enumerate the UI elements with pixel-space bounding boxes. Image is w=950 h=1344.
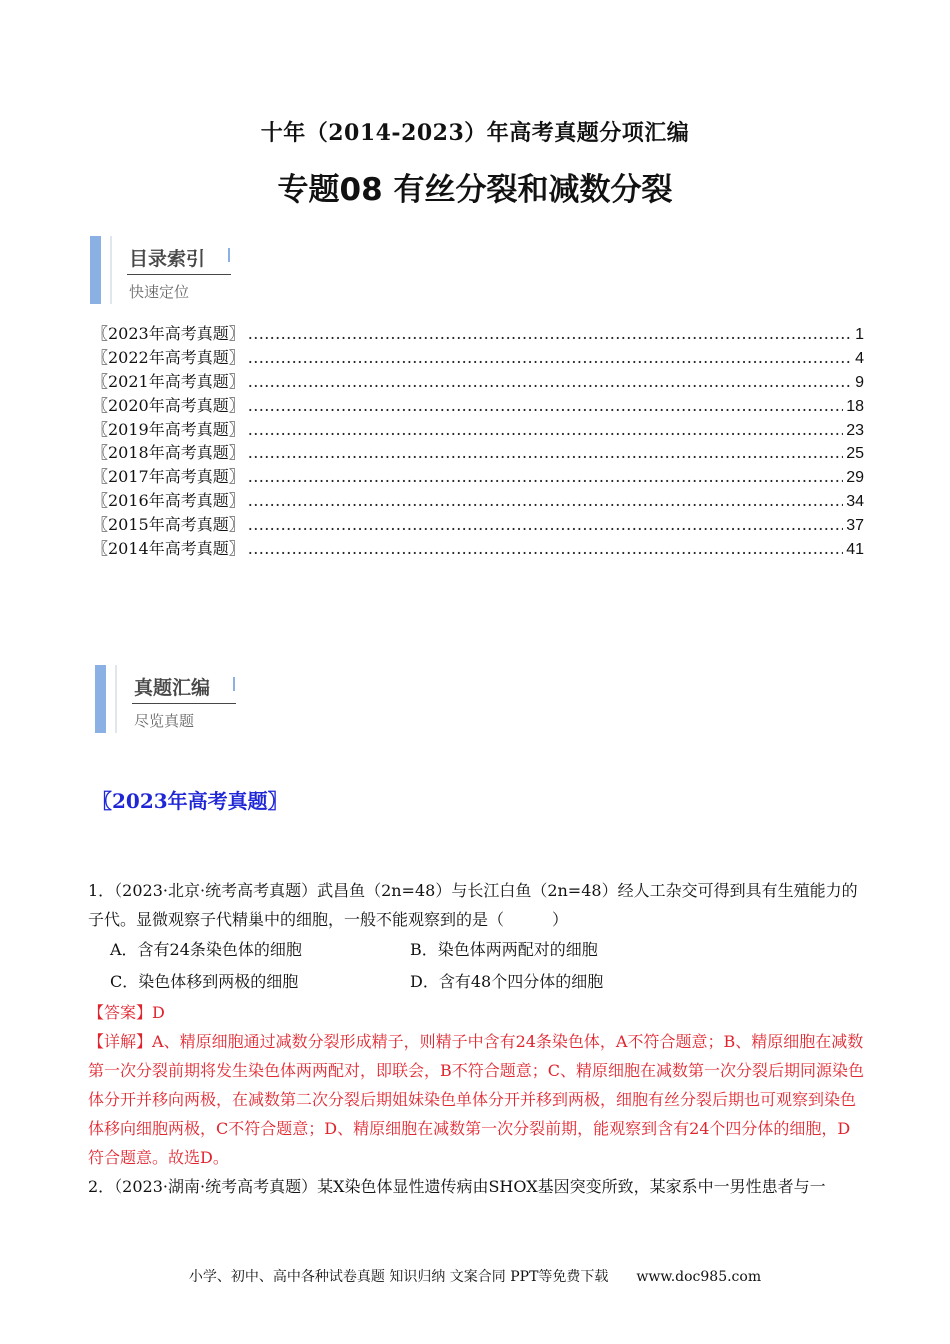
toc-entry-label: 〖2018年高考真题〗	[92, 443, 245, 463]
explanation	[88, 1027, 864, 1172]
document-title: 专题08 有丝分裂和减数分裂	[277, 172, 673, 208]
toc-entry-page: 34	[846, 493, 864, 511]
page-footer: 小学、初中、高中各种试卷真题 知识归纳 文案合同 PPT等免费下载 www.doc985.com	[188, 1269, 762, 1285]
toc-entry-label: 〖2014年高考真题〗	[92, 539, 245, 559]
toc-entry-page: 37	[846, 517, 864, 535]
toc-entry[interactable]	[92, 537, 864, 561]
toc-section-badge	[90, 236, 260, 304]
toc-section-subtitle: 快速定位	[129, 283, 190, 301]
toc-entry[interactable]	[92, 370, 864, 394]
toc-entry-page: 1	[855, 326, 864, 343]
year-heading: 〖2023年高考真题〗	[92, 789, 288, 813]
toc-section-title: 目录索引	[129, 248, 206, 270]
table-of-contents	[92, 322, 864, 561]
section-line-decoration	[110, 236, 112, 304]
section-tick-decoration	[228, 248, 230, 262]
toc-entry-label: 〖2023年高考真题〗	[92, 324, 245, 343]
toc-leader-dots	[248, 465, 843, 489]
document-subtitle: 十年（2014-2023）年高考真题分项汇编	[260, 120, 690, 146]
section-tick-decoration	[233, 677, 235, 691]
toc-entry-label: 〖2020年高考真题〗	[92, 395, 245, 415]
toc-leader-dots	[248, 489, 843, 513]
toc-entry[interactable]	[92, 418, 864, 442]
toc-entry-label: 〖2019年高考真题〗	[92, 419, 245, 439]
toc-leader-dots	[248, 394, 843, 418]
section-rule	[127, 274, 231, 275]
option-d: D．含有48个四分体的细胞	[410, 972, 604, 991]
section-bar-decoration	[90, 236, 101, 304]
toc-entry[interactable]	[92, 346, 864, 370]
toc-entry-page: 25	[846, 445, 864, 463]
option-b: B．染色体两两配对的细胞	[410, 940, 598, 959]
toc-entry[interactable]	[92, 394, 864, 418]
toc-leader-dots	[248, 441, 843, 465]
toc-entry-label: 〖2015年高考真题〗	[92, 515, 245, 535]
option-c: C．染色体移到两极的细胞	[110, 972, 299, 991]
toc-leader-dots	[248, 346, 852, 370]
toc-entry[interactable]	[92, 465, 864, 489]
toc-entry[interactable]	[92, 489, 864, 513]
questions-section-title: 真题汇编	[134, 677, 211, 699]
section-line-decoration	[115, 665, 117, 733]
question-1-options	[88, 934, 864, 998]
toc-leader-dots	[248, 513, 843, 537]
toc-entry-page: 29	[846, 469, 864, 487]
explanation-text: A、精原细胞通过减数分裂形成精子，则精子中含有24条染色体，A不符合题意；B、精原细胞在减数第一次分裂前期将发生染色体两两配对，即联会，B不符合题意；C、精原细胞在减数第一次分裂后期同源染色体分开并移向两极，在减数第二次分裂后期姐妹染色单体分开并移到两极，细胞有丝分裂后期也可观察到染色体移向细胞两极，C不符合题意；D、精原细胞在减数第一次分裂前期，能观察到含有24个四分体的细胞，D符合题意。故选D。	[88, 1032, 865, 1167]
toc-entry-page: 41	[846, 541, 864, 559]
toc-entry[interactable]	[92, 322, 864, 346]
questions-section-subtitle: 尽览真题	[134, 712, 195, 730]
section-rule	[132, 703, 236, 704]
toc-entry[interactable]	[92, 441, 864, 465]
toc-entry-page: 9	[855, 373, 864, 391]
toc-entry-page: 4	[855, 349, 864, 367]
answer-value: D	[152, 1003, 165, 1022]
toc-entry-page: 18	[846, 397, 864, 415]
question-2-stem: 2．（2023·湖南·统考高考真题）某X染色体显性遗传病由SHOX基因突变所致，某家系中一男性患者与一	[88, 1177, 826, 1196]
question-1-stem: 1．（2023·北京·统考高考真题）武昌鱼（2n=48）与长江白鱼（2n=48）经人工杂交可得到具有生殖能力的子代。显微观察子代精巢中的细胞，一般不能观察到的是（ ）	[88, 881, 858, 929]
toc-entry-label: 〖2017年高考真题〗	[92, 467, 245, 487]
option-a: A．含有24条染色体的细胞	[110, 940, 302, 959]
toc-entry-page: 23	[846, 421, 864, 439]
questions-section-badge	[95, 665, 265, 733]
toc-leader-dots	[248, 537, 843, 561]
toc-leader-dots	[248, 418, 843, 442]
toc-entry-label: 〖2022年高考真题〗	[92, 347, 245, 367]
explanation-label: 【详解】	[88, 1032, 153, 1051]
question-1	[88, 876, 864, 1201]
toc-entry-label: 〖2016年高考真题〗	[92, 491, 245, 511]
section-bar-decoration	[95, 665, 106, 733]
toc-entry[interactable]	[92, 513, 864, 537]
toc-leader-dots	[248, 370, 852, 394]
answer-line	[88, 998, 864, 1027]
toc-leader-dots	[248, 322, 852, 346]
answer-label: 【答案】	[88, 1003, 153, 1022]
toc-entry-label: 〖2021年高考真题〗	[92, 371, 245, 391]
